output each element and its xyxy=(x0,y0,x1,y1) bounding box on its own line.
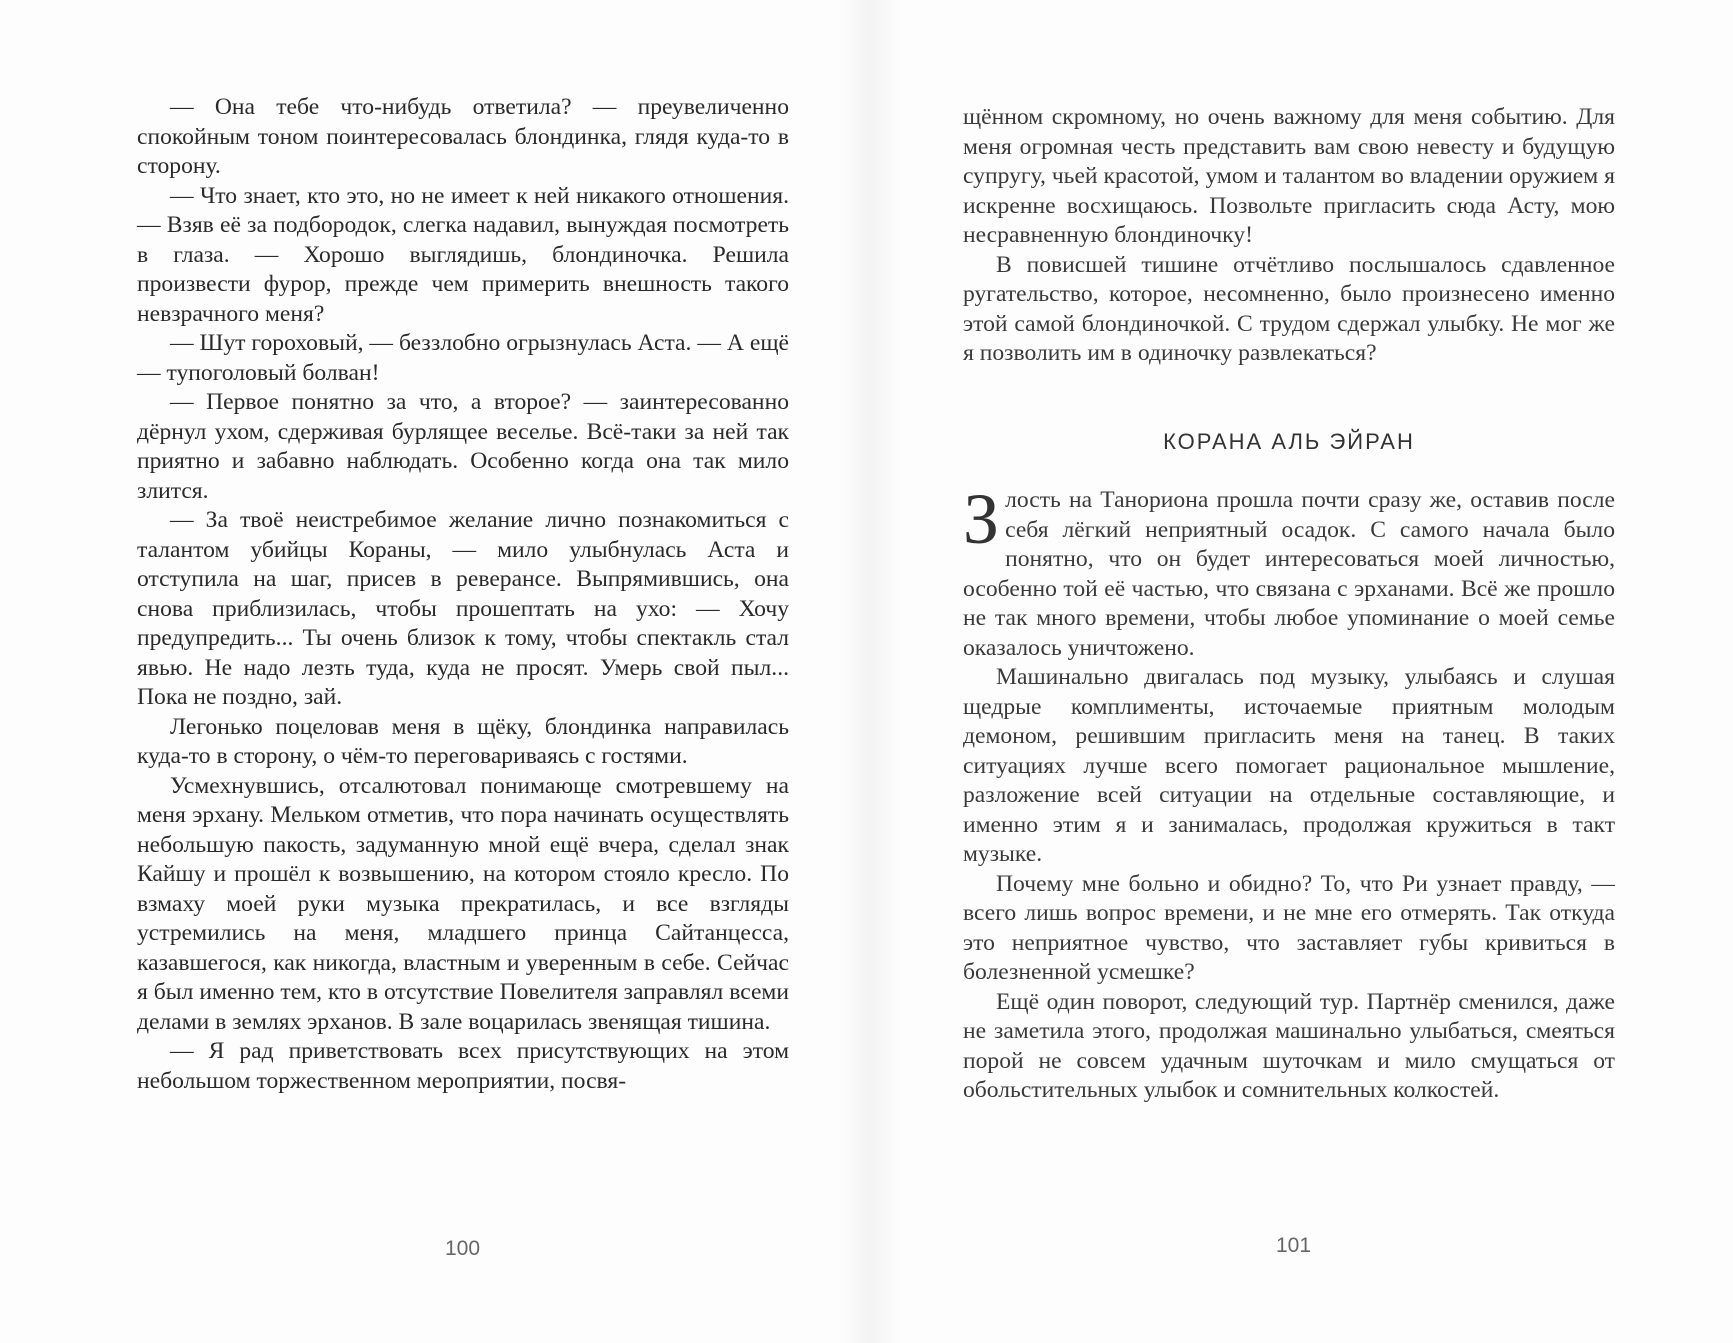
dropcap-paragraph xyxy=(963,479,1615,663)
left-paragraph: Легонько поцеловав меня в щёку, блондинка направилась куда-то в сторону, о чём-то переговариваясь с гостями. xyxy=(137,713,789,769)
left-paragraph: — Что знает, кто это, но не имеет к ней никакого отношения. — Взяв её за подбородок, слегка надавил, вынуждая посмотреть в глаза. — Хорошо выглядишь, блондиночка. Решила произвести фурор, прежде чем примерить внешность такого невзрачного меня? xyxy=(137,182,789,327)
right-paragraph: Машинально двигалась под музыку, улыбаясь и слушая щедрые комплименты, источаемые приятным молодым демоном, решившим пригласить меня на танец. В таких ситуациях лучше всего помогает рациональное мышление, разложение всей ситуации на отдельные составляющие, и именно этим я и занималась, продолжая кружиться в такт музыке. xyxy=(963,664,1615,867)
drop-cap-letter: З xyxy=(963,479,1000,559)
left-paragraph: — Шут гороховый, — беззлобно огрызнулась Аста. — А ещё — тупоголовый болван! xyxy=(137,330,789,386)
dropcap-paragraph-text: лость на Танориона прошла почти сразу же, оставив после себя лёгкий неприятный осадок. С самого начала было понятно, что он будет интересоваться моей личностью, особенно той её частью, что связана с эрханами. Всё же прошло не так много времени, чтобы любое упоминание о моей семье оказалось уничтожено. xyxy=(963,487,1615,661)
left-page-number: 100 xyxy=(445,1237,481,1260)
chapter-title: КОРАНА АЛЬ ЭЙРАН xyxy=(1163,428,1415,454)
left-paragraph: — За твоё неистребимое желание лично познакомиться с талантом убийцы Кораны, — мило улыбнулась Аста и отступила на шаг, присев в реверансе. Выпрямившись, она снова приблизилась, чтобы прошептать на ухо: — Хочу предупредить... Ты очень близок к тому, чтобы спектакль стал явью. Не надо лезть туда, куда не просят. Умерь свой пыл... Пока не поздно, зай. xyxy=(137,507,789,710)
right-paragraph: В повисшей тишине отчётливо послышалось сдавленное ругательство, которое, несомненно, было произнесено именно этой самой блондиночкой. С трудом сдержал улыбку. Не мог же я позволить им в одиночку развлекаться? xyxy=(963,251,1615,366)
book-gutter xyxy=(840,0,900,1343)
left-paragraph: — Первое понятно за что, а второе? — заинтересованно дёрнул ухом, сдерживая бурлящее веселье. Всё-таки за ней так приятно и забавно наблюдать. Особенно когда она так мило злится. xyxy=(137,389,789,504)
left-paragraph: Усмехнувшись, отсалютовал понимающе смотревшему на меня эрхану. Мельком отметив, что пора начинать осуществлять небольшую пакость, задуманную мной ещё вчера, сделал знак Кайшу и прошёл к возвышению, на котором стояло кресло. По взмаху моей руки музыка прекратилась, и все взгляды устремились на меня, младшего принца Сайтанцесса, казавшегося, как никогда, властным и уверенным в себе. Сейчас я был именно тем, кто в отсутствие Повелителя заправлял всеми делами в землях эрханов. В зале воцарилась звенящая тишина. xyxy=(137,772,789,1035)
right-paragraph: Почему мне больно и обидно? То, что Ри узнает правду, — всего лишь вопрос времени, и не мне его отмерять. Так откуда это неприятное чувство, что заставляет губы кривиться в болезненной усмешке? xyxy=(963,870,1615,985)
left-page-text xyxy=(137,93,789,1096)
left-paragraph: — Она тебе что-нибудь ответила? — преувеличенно спокойным тоном поинтересовалась блондинка, глядя куда-то в сторону. xyxy=(137,94,789,179)
right-page-text xyxy=(963,103,1615,1106)
left-paragraph: — Я рад приветствовать всех присутствующих на этом небольшом торжественном мероприятии, посвя- xyxy=(137,1038,789,1094)
right-page-number: 101 xyxy=(1276,1234,1312,1257)
right-paragraph: Ещё один поворот, следующий тур. Партнёр сменился, даже не заметила этого, продолжая машинально улыбаться, смеяться порой не совсем удачным шуточкам и мило смущаться от обольстительных улыбок и сомнительных колкостей. xyxy=(963,988,1615,1103)
right-paragraph: щённом скромному, но очень важному для меня событию. Для меня огромная честь представить вам свою невесту и будущую супругу, чьей красотой, умом и талантом во владении оружием я искренне восхищаюсь. Позвольте пригласить сюда Асту, мою несравненную блондиночку! xyxy=(963,104,1615,248)
